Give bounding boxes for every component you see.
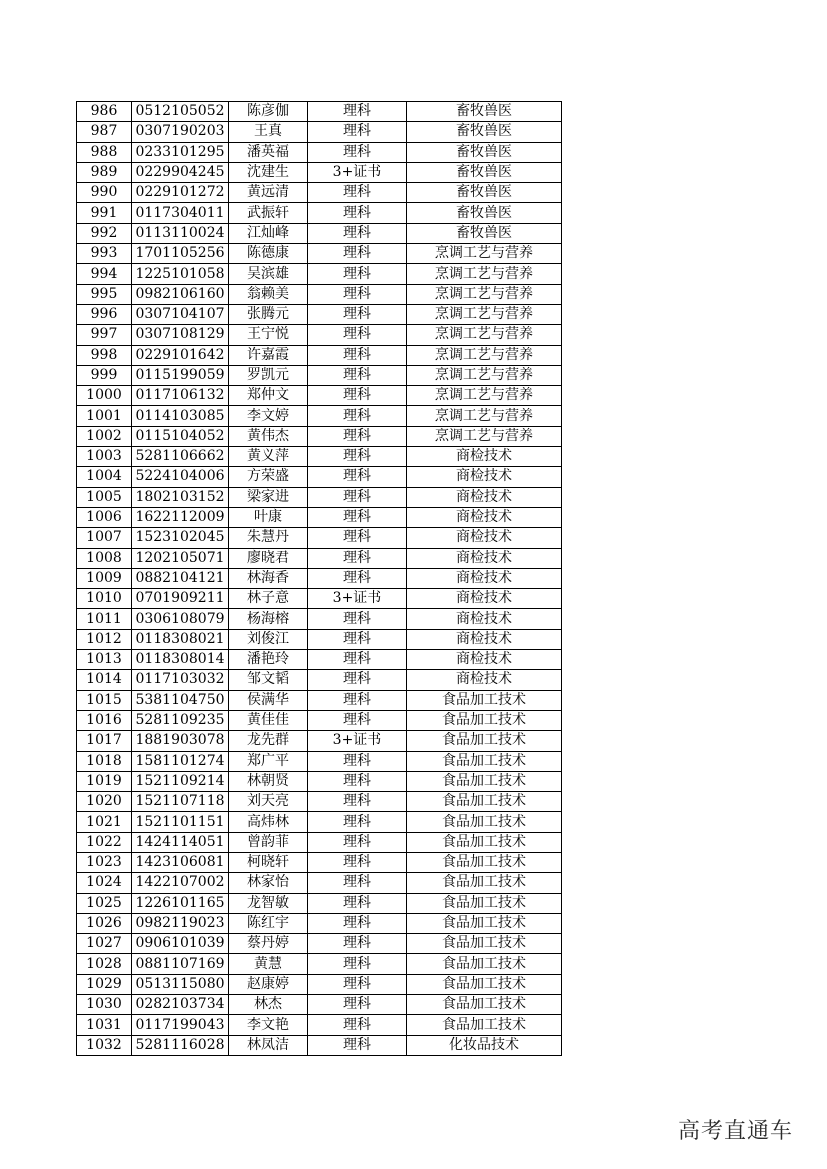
candidate-id-cell: 0117199043 <box>132 1015 229 1035</box>
candidate-id-cell: 5281116028 <box>132 1035 229 1055</box>
candidate-id-cell: 5281106662 <box>132 447 229 467</box>
major-cell: 商检技术 <box>407 548 562 568</box>
candidate-id-cell: 1225101058 <box>132 264 229 284</box>
major-cell: 商检技术 <box>407 650 562 670</box>
table-row <box>77 609 562 629</box>
row-number-cell: 1032 <box>77 1035 132 1055</box>
row-number-cell: 1029 <box>77 974 132 994</box>
candidate-id-cell: 0282103734 <box>132 995 229 1015</box>
table-row <box>77 1035 562 1055</box>
subject-category-cell: 理科 <box>308 650 407 670</box>
major-cell: 食品加工技术 <box>407 995 562 1015</box>
student-name-cell: 罗凯元 <box>229 365 308 385</box>
table-row <box>77 568 562 588</box>
candidate-id-cell: 0307108129 <box>132 325 229 345</box>
row-number-cell: 990 <box>77 183 132 203</box>
candidate-id-cell: 1422107002 <box>132 873 229 893</box>
student-name-cell: 黄佳佳 <box>229 710 308 730</box>
student-name-cell: 黄远清 <box>229 183 308 203</box>
subject-category-cell: 理科 <box>308 487 407 507</box>
subject-category-cell: 3+证书 <box>308 162 407 182</box>
table-row <box>77 386 562 406</box>
major-cell: 商检技术 <box>407 670 562 690</box>
table-row <box>77 528 562 548</box>
row-number-cell: 1026 <box>77 913 132 933</box>
student-name-cell: 陈红宇 <box>229 913 308 933</box>
major-cell: 商检技术 <box>407 528 562 548</box>
subject-category-cell: 理科 <box>308 893 407 913</box>
subject-category-cell: 理科 <box>308 365 407 385</box>
student-name-cell: 潘艳玲 <box>229 650 308 670</box>
admission-list-table <box>76 101 562 1056</box>
candidate-id-cell: 0307190203 <box>132 122 229 142</box>
student-name-cell: 廖晓君 <box>229 548 308 568</box>
subject-category-cell: 理科 <box>308 852 407 872</box>
major-cell: 食品加工技术 <box>407 974 562 994</box>
subject-category-cell: 理科 <box>308 304 407 324</box>
table-row <box>77 995 562 1015</box>
subject-category-cell: 理科 <box>308 751 407 771</box>
table-row <box>77 771 562 791</box>
student-name-cell: 黄伟杰 <box>229 426 308 446</box>
subject-category-cell: 理科 <box>308 670 407 690</box>
row-number-cell: 1003 <box>77 447 132 467</box>
row-number-cell: 995 <box>77 284 132 304</box>
student-name-cell: 林杰 <box>229 995 308 1015</box>
row-number-cell: 999 <box>77 365 132 385</box>
row-number-cell: 1008 <box>77 548 132 568</box>
row-number-cell: 997 <box>77 325 132 345</box>
major-cell: 商检技术 <box>407 467 562 487</box>
table-row <box>77 852 562 872</box>
table-row <box>77 122 562 142</box>
row-number-cell: 1019 <box>77 771 132 791</box>
major-cell: 商检技术 <box>407 507 562 527</box>
student-name-cell: 柯晓轩 <box>229 852 308 872</box>
table-row <box>77 832 562 852</box>
row-number-cell: 1017 <box>77 731 132 751</box>
major-cell: 食品加工技术 <box>407 954 562 974</box>
subject-category-cell: 理科 <box>308 264 407 284</box>
row-number-cell: 993 <box>77 244 132 264</box>
major-cell: 畜牧兽医 <box>407 102 562 122</box>
candidate-id-cell: 0229101272 <box>132 183 229 203</box>
candidate-id-cell: 0117106132 <box>132 386 229 406</box>
major-cell: 烹调工艺与营养 <box>407 365 562 385</box>
student-name-cell: 龙先群 <box>229 731 308 751</box>
candidate-id-cell: 5224104006 <box>132 467 229 487</box>
candidate-id-cell: 5281109235 <box>132 710 229 730</box>
student-name-cell: 林子意 <box>229 589 308 609</box>
table-row <box>77 629 562 649</box>
major-cell: 食品加工技术 <box>407 751 562 771</box>
table-row <box>77 325 562 345</box>
student-name-cell: 江灿峰 <box>229 223 308 243</box>
subject-category-cell: 理科 <box>308 974 407 994</box>
row-number-cell: 1014 <box>77 670 132 690</box>
table-row <box>77 406 562 426</box>
major-cell: 畜牧兽医 <box>407 203 562 223</box>
row-number-cell: 1012 <box>77 629 132 649</box>
major-cell: 畜牧兽医 <box>407 142 562 162</box>
table-row <box>77 162 562 182</box>
subject-category-cell: 理科 <box>308 426 407 446</box>
row-number-cell: 1027 <box>77 934 132 954</box>
candidate-id-cell: 0307104107 <box>132 304 229 324</box>
candidate-id-cell: 1622112009 <box>132 507 229 527</box>
table-body <box>77 102 562 1056</box>
candidate-id-cell: 0233101295 <box>132 142 229 162</box>
student-name-cell: 黄慧 <box>229 954 308 974</box>
major-cell: 畜牧兽医 <box>407 183 562 203</box>
major-cell: 畜牧兽医 <box>407 223 562 243</box>
table-row <box>77 670 562 690</box>
student-name-cell: 张腾元 <box>229 304 308 324</box>
table-row <box>77 264 562 284</box>
row-number-cell: 1009 <box>77 568 132 588</box>
candidate-id-cell: 1226101165 <box>132 893 229 913</box>
student-name-cell: 林家怡 <box>229 873 308 893</box>
candidate-id-cell: 1521107118 <box>132 792 229 812</box>
major-cell: 食品加工技术 <box>407 873 562 893</box>
row-number-cell: 1018 <box>77 751 132 771</box>
subject-category-cell: 理科 <box>308 771 407 791</box>
table-row <box>77 223 562 243</box>
table-row <box>77 467 562 487</box>
student-name-cell: 陈彦伽 <box>229 102 308 122</box>
student-name-cell: 赵康婷 <box>229 974 308 994</box>
major-cell: 商检技术 <box>407 609 562 629</box>
row-number-cell: 1030 <box>77 995 132 1015</box>
subject-category-cell: 理科 <box>308 183 407 203</box>
major-cell: 商检技术 <box>407 589 562 609</box>
table-row <box>77 731 562 751</box>
candidate-id-cell: 0118308014 <box>132 650 229 670</box>
subject-category-cell: 理科 <box>308 812 407 832</box>
table-row <box>77 792 562 812</box>
student-name-cell: 王宁悦 <box>229 325 308 345</box>
candidate-id-cell: 0982119023 <box>132 913 229 933</box>
table-row <box>77 487 562 507</box>
table-row <box>77 1015 562 1035</box>
major-cell: 食品加工技术 <box>407 731 562 751</box>
student-name-cell: 武振轩 <box>229 203 308 223</box>
subject-category-cell: 理科 <box>308 447 407 467</box>
student-name-cell: 梁家进 <box>229 487 308 507</box>
major-cell: 商检技术 <box>407 447 562 467</box>
candidate-id-cell: 0115104052 <box>132 426 229 446</box>
candidate-id-cell: 0115199059 <box>132 365 229 385</box>
row-number-cell: 1028 <box>77 954 132 974</box>
major-cell: 烹调工艺与营养 <box>407 386 562 406</box>
candidate-id-cell: 1424114051 <box>132 832 229 852</box>
candidate-id-cell: 5381104750 <box>132 690 229 710</box>
student-name-cell: 许嘉霞 <box>229 345 308 365</box>
major-cell: 烹调工艺与营养 <box>407 244 562 264</box>
row-number-cell: 1005 <box>77 487 132 507</box>
subject-category-cell: 理科 <box>308 325 407 345</box>
major-cell: 畜牧兽医 <box>407 122 562 142</box>
subject-category-cell: 理科 <box>308 954 407 974</box>
major-cell: 烹调工艺与营养 <box>407 264 562 284</box>
table-row <box>77 548 562 568</box>
major-cell: 烹调工艺与营养 <box>407 345 562 365</box>
table-row <box>77 650 562 670</box>
student-name-cell: 高炜林 <box>229 812 308 832</box>
candidate-id-cell: 0512105052 <box>132 102 229 122</box>
row-number-cell: 1023 <box>77 852 132 872</box>
candidate-id-cell: 1701105256 <box>132 244 229 264</box>
row-number-cell: 1004 <box>77 467 132 487</box>
student-name-cell: 侯满华 <box>229 690 308 710</box>
table-row <box>77 589 562 609</box>
subject-category-cell: 理科 <box>308 690 407 710</box>
subject-category-cell: 理科 <box>308 629 407 649</box>
table-row <box>77 304 562 324</box>
row-number-cell: 1031 <box>77 1015 132 1035</box>
student-name-cell: 李文婷 <box>229 406 308 426</box>
table-row <box>77 893 562 913</box>
table-row <box>77 913 562 933</box>
candidate-id-cell: 1523102045 <box>132 528 229 548</box>
candidate-id-cell: 0118308021 <box>132 629 229 649</box>
row-number-cell: 1024 <box>77 873 132 893</box>
student-name-cell: 王真 <box>229 122 308 142</box>
student-name-cell: 刘天亮 <box>229 792 308 812</box>
row-number-cell: 989 <box>77 162 132 182</box>
student-name-cell: 李文艳 <box>229 1015 308 1035</box>
student-name-cell: 潘英福 <box>229 142 308 162</box>
row-number-cell: 1002 <box>77 426 132 446</box>
candidate-id-cell: 0906101039 <box>132 934 229 954</box>
candidate-id-cell: 1521109214 <box>132 771 229 791</box>
major-cell: 食品加工技术 <box>407 913 562 933</box>
subject-category-cell: 理科 <box>308 102 407 122</box>
subject-category-cell: 理科 <box>308 122 407 142</box>
subject-category-cell: 理科 <box>308 406 407 426</box>
candidate-id-cell: 0113110024 <box>132 223 229 243</box>
student-name-cell: 林朝贤 <box>229 771 308 791</box>
table-row <box>77 284 562 304</box>
major-cell: 畜牧兽医 <box>407 162 562 182</box>
major-cell: 商检技术 <box>407 629 562 649</box>
row-number-cell: 994 <box>77 264 132 284</box>
subject-category-cell: 理科 <box>308 467 407 487</box>
table-row <box>77 447 562 467</box>
candidate-id-cell: 1581101274 <box>132 751 229 771</box>
subject-category-cell: 理科 <box>308 873 407 893</box>
subject-category-cell: 理科 <box>308 792 407 812</box>
table-row <box>77 690 562 710</box>
table-row <box>77 974 562 994</box>
student-name-cell: 陈德康 <box>229 244 308 264</box>
major-cell: 食品加工技术 <box>407 893 562 913</box>
subject-category-cell: 理科 <box>308 913 407 933</box>
candidate-id-cell: 1202105071 <box>132 548 229 568</box>
table-row <box>77 102 562 122</box>
major-cell: 烹调工艺与营养 <box>407 284 562 304</box>
subject-category-cell: 理科 <box>308 710 407 730</box>
row-number-cell: 986 <box>77 102 132 122</box>
row-number-cell: 1013 <box>77 650 132 670</box>
table-row <box>77 873 562 893</box>
candidate-id-cell: 0701909211 <box>132 589 229 609</box>
table-row <box>77 365 562 385</box>
subject-category-cell: 理科 <box>308 934 407 954</box>
student-name-cell: 郑广平 <box>229 751 308 771</box>
table-row <box>77 426 562 446</box>
row-number-cell: 1000 <box>77 386 132 406</box>
subject-category-cell: 理科 <box>308 345 407 365</box>
major-cell: 食品加工技术 <box>407 832 562 852</box>
candidate-id-cell: 0882104121 <box>132 568 229 588</box>
student-name-cell: 吴滨雄 <box>229 264 308 284</box>
row-number-cell: 998 <box>77 345 132 365</box>
major-cell: 食品加工技术 <box>407 771 562 791</box>
major-cell: 食品加工技术 <box>407 690 562 710</box>
row-number-cell: 991 <box>77 203 132 223</box>
row-number-cell: 1022 <box>77 832 132 852</box>
table-row <box>77 710 562 730</box>
candidate-id-cell: 0114103085 <box>132 406 229 426</box>
subject-category-cell: 理科 <box>308 386 407 406</box>
table-row <box>77 203 562 223</box>
row-number-cell: 1007 <box>77 528 132 548</box>
subject-category-cell: 理科 <box>308 244 407 264</box>
student-name-cell: 刘俊江 <box>229 629 308 649</box>
major-cell: 食品加工技术 <box>407 1015 562 1035</box>
student-name-cell: 翁赖美 <box>229 284 308 304</box>
subject-category-cell: 理科 <box>308 223 407 243</box>
subject-category-cell: 理科 <box>308 832 407 852</box>
candidate-id-cell: 0513115080 <box>132 974 229 994</box>
subject-category-cell: 理科 <box>308 142 407 162</box>
student-name-cell: 林凤洁 <box>229 1035 308 1055</box>
row-number-cell: 1016 <box>77 710 132 730</box>
table-row <box>77 244 562 264</box>
major-cell: 食品加工技术 <box>407 852 562 872</box>
student-name-cell: 方荣盛 <box>229 467 308 487</box>
subject-category-cell: 理科 <box>308 548 407 568</box>
candidate-id-cell: 0982106160 <box>132 284 229 304</box>
row-number-cell: 987 <box>77 122 132 142</box>
major-cell: 烹调工艺与营养 <box>407 325 562 345</box>
student-name-cell: 黄义萍 <box>229 447 308 467</box>
row-number-cell: 1015 <box>77 690 132 710</box>
row-number-cell: 1001 <box>77 406 132 426</box>
table-row <box>77 142 562 162</box>
subject-category-cell: 理科 <box>308 507 407 527</box>
major-cell: 食品加工技术 <box>407 792 562 812</box>
candidate-id-cell: 0117103032 <box>132 670 229 690</box>
row-number-cell: 996 <box>77 304 132 324</box>
table-row <box>77 934 562 954</box>
subject-category-cell: 理科 <box>308 528 407 548</box>
row-number-cell: 1006 <box>77 507 132 527</box>
subject-category-cell: 理科 <box>308 995 407 1015</box>
table-row <box>77 812 562 832</box>
major-cell: 食品加工技术 <box>407 812 562 832</box>
row-number-cell: 992 <box>77 223 132 243</box>
major-cell: 化妆品技术 <box>407 1035 562 1055</box>
row-number-cell: 1010 <box>77 589 132 609</box>
major-cell: 商检技术 <box>407 487 562 507</box>
student-name-cell: 沈建生 <box>229 162 308 182</box>
table-row <box>77 954 562 974</box>
subject-category-cell: 理科 <box>308 1035 407 1055</box>
student-name-cell: 杨海榕 <box>229 609 308 629</box>
student-name-cell: 龙智敏 <box>229 893 308 913</box>
candidate-id-cell: 0117304011 <box>132 203 229 223</box>
major-cell: 商检技术 <box>407 568 562 588</box>
row-number-cell: 1020 <box>77 792 132 812</box>
candidate-id-cell: 1423106081 <box>132 852 229 872</box>
major-cell: 烹调工艺与营养 <box>407 426 562 446</box>
subject-category-cell: 理科 <box>308 609 407 629</box>
student-name-cell: 蔡丹婷 <box>229 934 308 954</box>
candidate-id-cell: 1802103152 <box>132 487 229 507</box>
row-number-cell: 988 <box>77 142 132 162</box>
subject-category-cell: 理科 <box>308 284 407 304</box>
table-row <box>77 751 562 771</box>
subject-category-cell: 理科 <box>308 568 407 588</box>
candidate-id-cell: 1881903078 <box>132 731 229 751</box>
subject-category-cell: 理科 <box>308 203 407 223</box>
student-name-cell: 曾韵菲 <box>229 832 308 852</box>
student-name-cell: 郑仲文 <box>229 386 308 406</box>
subject-category-cell: 3+证书 <box>308 589 407 609</box>
table-row <box>77 507 562 527</box>
row-number-cell: 1021 <box>77 812 132 832</box>
subject-category-cell: 理科 <box>308 1015 407 1035</box>
major-cell: 烹调工艺与营养 <box>407 304 562 324</box>
student-name-cell: 林海香 <box>229 568 308 588</box>
table-row <box>77 345 562 365</box>
candidate-id-cell: 0881107169 <box>132 954 229 974</box>
student-name-cell: 邹文韬 <box>229 670 308 690</box>
subject-category-cell: 3+证书 <box>308 731 407 751</box>
student-name-cell: 朱慧丹 <box>229 528 308 548</box>
major-cell: 食品加工技术 <box>407 710 562 730</box>
candidate-id-cell: 1521101151 <box>132 812 229 832</box>
candidate-id-cell: 0229904245 <box>132 162 229 182</box>
watermark-text: 高考直通车 <box>678 1119 794 1144</box>
candidate-id-cell: 0306108079 <box>132 609 229 629</box>
major-cell: 烹调工艺与营养 <box>407 406 562 426</box>
row-number-cell: 1011 <box>77 609 132 629</box>
candidate-id-cell: 0229101642 <box>132 345 229 365</box>
major-cell: 食品加工技术 <box>407 934 562 954</box>
table-row <box>77 183 562 203</box>
row-number-cell: 1025 <box>77 893 132 913</box>
student-name-cell: 叶康 <box>229 507 308 527</box>
